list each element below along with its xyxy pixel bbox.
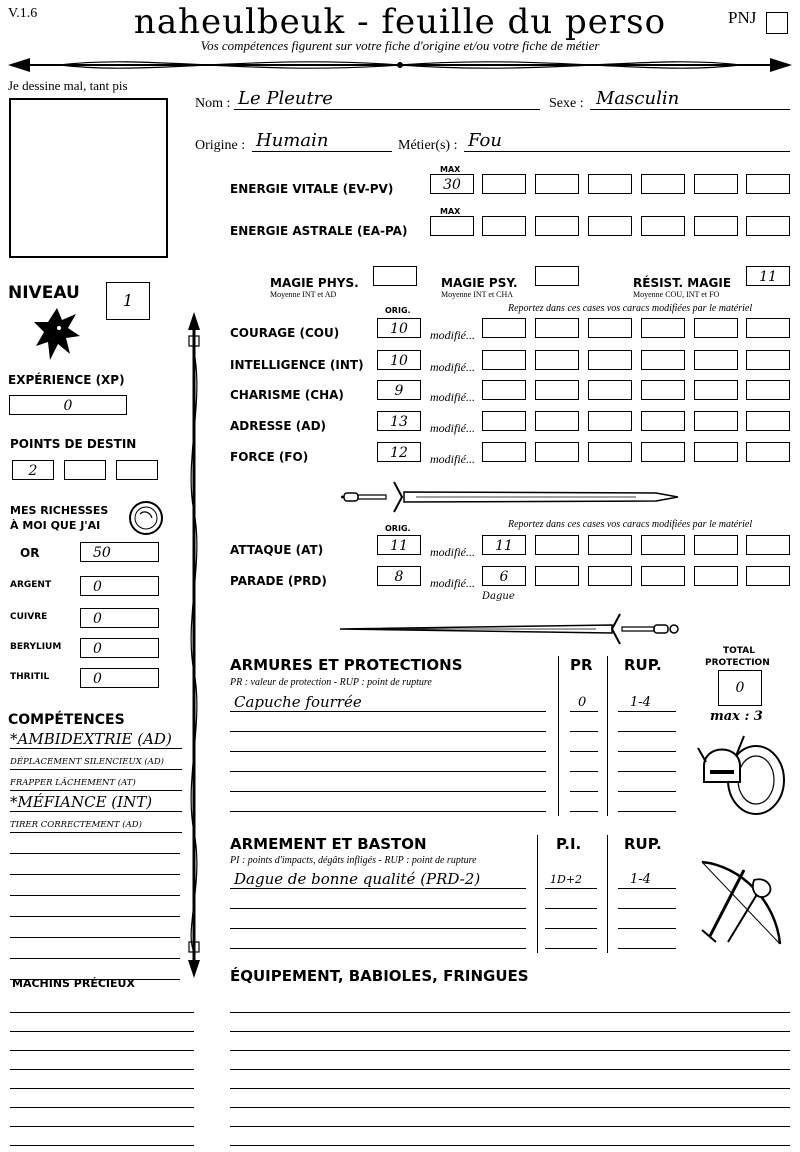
armure-rup-line[interactable] [618, 751, 676, 752]
parade-mod-box[interactable] [641, 566, 685, 586]
attaque-mod-box[interactable] [482, 535, 526, 555]
sexe-field[interactable] [590, 88, 790, 110]
stat-mod-box[interactable] [694, 350, 738, 370]
stat-mod-box[interactable] [482, 318, 526, 338]
machin-precieux-line[interactable] [10, 1012, 194, 1013]
armure-pr-line[interactable] [570, 771, 598, 772]
dragon-icon [32, 304, 82, 364]
armure-line[interactable] [230, 771, 546, 772]
armures-col-rup: RUP. [624, 656, 662, 674]
competence-text: *AMBIDEXTRIE (AD) [10, 730, 172, 748]
stat-mod-box[interactable] [746, 411, 790, 431]
pnj-label: PNJ [728, 8, 757, 27]
armure-rup-line[interactable] [618, 811, 676, 812]
ea-label: ENERGIE ASTRALE (EA-PA) [230, 224, 408, 238]
richesse-label: CUIVRE [10, 612, 48, 622]
xp-label: EXPÉRIENCE (XP) [8, 373, 125, 387]
richesse-box[interactable] [80, 542, 159, 562]
machin-precieux-line[interactable] [10, 1145, 194, 1146]
stat-mod-box[interactable] [694, 318, 738, 338]
stat-mod-box[interactable] [482, 411, 526, 431]
coin-icon [128, 500, 164, 536]
competence-line[interactable] [10, 895, 180, 896]
armement-col-pi: P.I. [556, 835, 582, 853]
richesse-label: THRITIL [10, 672, 50, 682]
ea-value-box[interactable] [430, 216, 474, 236]
attaque-value: 11 [390, 538, 408, 554]
competence-line[interactable] [10, 916, 180, 917]
stat-label: COURAGE (COU) [230, 326, 340, 340]
equipement-line[interactable] [230, 1126, 790, 1127]
ea-tracker-box[interactable] [746, 216, 790, 236]
armure-pr-line[interactable] [570, 731, 598, 732]
ev-tracker-box[interactable] [641, 174, 685, 194]
armure-line[interactable] [230, 751, 546, 752]
stat-label: INTELLIGENCE (INT) [230, 358, 364, 372]
sword-icon [336, 480, 682, 514]
richesse-label: ARGENT [10, 580, 52, 590]
ea-tracker-box[interactable] [535, 216, 579, 236]
parade-mod-box[interactable] [535, 566, 579, 586]
combat-note: Reportez dans ces cases vos caracs modifiées par le matériel [508, 519, 753, 530]
page-title: naheulbeuk - feuille du perso [133, 2, 667, 42]
resist-magie-box[interactable] [746, 266, 790, 286]
stat-mod-box[interactable] [535, 411, 579, 431]
magie-phys-note: Moyenne INT et AD [270, 290, 337, 299]
armures-title: ARMURES ET PROTECTIONS [230, 656, 463, 674]
stat-value: 10 [390, 353, 408, 369]
armure-name: Capuche fourrée [234, 693, 362, 711]
attaque-mod-box[interactable] [694, 535, 738, 555]
metier-field[interactable] [464, 130, 790, 152]
arme-pi-line[interactable] [545, 928, 597, 929]
armures-col-divider [607, 656, 608, 816]
stat-mod-box[interactable] [482, 442, 526, 462]
armure-rup-line[interactable] [618, 771, 676, 772]
armure-rup-line[interactable] [618, 711, 676, 712]
armure-pr: 0 [578, 695, 587, 710]
machin-precieux-line[interactable] [10, 1031, 194, 1032]
total-protection-label-2: PROTECTION [705, 658, 770, 668]
armure-pr-line[interactable] [570, 711, 598, 712]
parade-mod-box[interactable] [482, 566, 526, 586]
nom-label: Nom : [195, 96, 231, 111]
armure-pr-line[interactable] [570, 751, 598, 752]
stat-label: CHARISME (CHA) [230, 388, 344, 402]
origine-label: Origine : [195, 138, 246, 153]
parade-orig-box[interactable] [377, 566, 421, 586]
parade-mod-box[interactable] [588, 566, 632, 586]
arme-pi-line[interactable] [545, 948, 597, 949]
competence-line[interactable] [10, 832, 182, 833]
machin-precieux-line[interactable] [10, 1088, 194, 1089]
richesse-value: 0 [93, 671, 102, 687]
richesses-label-line1: MES RICHESSES [10, 504, 109, 517]
stat-orig-box[interactable] [377, 380, 421, 400]
resist-magie-value: 11 [759, 269, 777, 285]
equipement-title: ÉQUIPEMENT, BABIOLES, FRINGUES [230, 967, 529, 985]
attaque-mod-box[interactable] [535, 535, 579, 555]
parade-modifie-label: modifié... [430, 576, 475, 590]
arme-pi: 1D+2 [550, 873, 583, 886]
stat-mod-box[interactable] [694, 411, 738, 431]
origine-value: Humain [256, 130, 329, 151]
combat-orig-label: ORIG. [385, 524, 411, 533]
arme-name: Dague de bonne qualité (PRD-2) [234, 870, 481, 888]
competence-line[interactable] [10, 958, 180, 959]
richesse-value: 0 [93, 641, 102, 657]
ev-tracker-box[interactable] [588, 174, 632, 194]
armure-line[interactable] [230, 811, 546, 812]
armement-col-rup: RUP. [624, 835, 662, 853]
competence-text: DÉPLACEMENT SILENCIEUX (AD) [10, 757, 164, 767]
total-protection-box[interactable] [718, 670, 762, 706]
competence-line[interactable] [10, 790, 182, 791]
destin-label: POINTS DE DESTIN [10, 437, 137, 451]
armure-pr-line[interactable] [570, 791, 598, 792]
stat-mod-box[interactable] [535, 442, 579, 462]
stat-mod-box[interactable] [746, 318, 790, 338]
armure-rup-line[interactable] [618, 791, 676, 792]
magie-psy-box[interactable] [535, 266, 579, 286]
attaque-mod-box[interactable] [588, 535, 632, 555]
magie-psy-note: Moyenne INT et CHA [441, 290, 514, 299]
armures-subtitle: PR : valeur de protection - RUP : point de rupture [230, 677, 432, 688]
ev-value: 30 [443, 177, 461, 193]
ea-tracker-box[interactable] [694, 216, 738, 236]
ev-tracker-box[interactable] [535, 174, 579, 194]
stat-value: 12 [390, 445, 408, 461]
stat-mod-box[interactable] [535, 380, 579, 400]
total-protection-max: max : 3 [710, 709, 763, 724]
sword-icon [336, 612, 682, 646]
stat-mod-box[interactable] [641, 350, 685, 370]
machin-precieux-line[interactable] [10, 1107, 194, 1108]
spear-icon [182, 312, 206, 978]
arme-line[interactable] [230, 928, 526, 929]
machins-precieux-title: MACHINS PRÉCIEUX [12, 977, 135, 990]
destin-box[interactable] [64, 460, 106, 480]
magie-phys-box[interactable] [373, 266, 417, 286]
parade-mod-box[interactable] [694, 566, 738, 586]
attaque-label: ATTAQUE (AT) [230, 543, 324, 557]
competence-text: FRAPPER LÂCHEMENT (AT) [10, 778, 136, 788]
machin-precieux-line[interactable] [10, 1126, 194, 1127]
machin-precieux-line[interactable] [10, 1069, 194, 1070]
page-subtitle: Vos compétences figurent sur votre fiche d'origine et/ou votre fiche de métier [200, 38, 600, 53]
stat-orig-box[interactable] [377, 411, 421, 431]
stat-modifie-label: modifié... [430, 328, 475, 342]
resist-magie-label: RÉSIST. MAGIE [633, 276, 732, 290]
magie-phys-label: MAGIE PHYS. [270, 276, 359, 290]
richesse-box[interactable] [80, 608, 159, 628]
pnj-checkbox[interactable] [766, 12, 788, 34]
stat-modifie-label: modifié... [430, 421, 475, 435]
stat-orig-box[interactable] [377, 318, 421, 338]
parade-mod-caption: Dague [482, 591, 515, 602]
arme-pi-line[interactable] [545, 908, 597, 909]
arme-line[interactable] [230, 948, 526, 949]
weapons-icon [692, 856, 788, 952]
stat-orig-box[interactable] [377, 442, 421, 462]
sexe-label: Sexe : [549, 96, 584, 111]
stat-mod-box[interactable] [694, 380, 738, 400]
competence-text: TIRER CORRECTEMENT (AD) [10, 820, 142, 830]
stat-mod-box[interactable] [746, 350, 790, 370]
armure-line[interactable] [230, 711, 546, 712]
parade-mod-box[interactable] [746, 566, 790, 586]
equipement-line[interactable] [230, 1069, 790, 1070]
competence-line[interactable] [10, 769, 182, 770]
richesse-value: 50 [93, 545, 111, 561]
richesses-label [10, 503, 108, 533]
ea-tracker-box[interactable] [588, 216, 632, 236]
destin-box[interactable] [116, 460, 158, 480]
competence-line[interactable] [10, 853, 180, 854]
richesses-label-line2: À MOI QUE J'AI [10, 519, 101, 532]
ev-max-label: MAX [440, 165, 461, 174]
arme-rup: 1-4 [630, 872, 651, 887]
destin-value: 2 [28, 463, 38, 479]
helmet-shield-icon [694, 726, 790, 818]
stat-modifie-label: modifié... [430, 390, 475, 404]
stat-modifie-label: modifié... [430, 360, 475, 374]
richesse-box[interactable] [80, 576, 159, 596]
stat-value: 9 [394, 383, 404, 399]
nom-field[interactable] [234, 88, 540, 110]
metier-value: Fou [468, 130, 502, 151]
machin-precieux-line[interactable] [10, 1050, 194, 1051]
armement-subtitle: PI : points d'impacts, dégâts infligés - RUP : point de rupture [230, 855, 477, 866]
stat-orig-box[interactable] [377, 350, 421, 370]
magie-psy-label: MAGIE PSY. [441, 276, 518, 290]
richesse-box[interactable] [80, 638, 159, 658]
arme-pi-line[interactable] [545, 888, 597, 889]
equipement-line[interactable] [230, 1012, 790, 1013]
competences-title: COMPÉTENCES [8, 712, 125, 728]
stat-mod-box[interactable] [535, 318, 579, 338]
armement-title: ARMEMENT ET BASTON [230, 835, 427, 853]
ev-tracker-box[interactable] [694, 174, 738, 194]
armure-rup-line[interactable] [618, 731, 676, 732]
armement-col-divider [607, 835, 608, 953]
arme-rup-line[interactable] [618, 948, 676, 949]
stat-label: FORCE (FO) [230, 450, 309, 464]
stat-label: ADRESSE (AD) [230, 419, 327, 433]
richesse-value: 0 [93, 579, 102, 595]
niveau-label: NIVEAU [8, 283, 80, 303]
stat-mod-box[interactable] [588, 380, 632, 400]
niveau-value: 1 [122, 291, 134, 310]
attaque-orig-box[interactable] [377, 535, 421, 555]
arme-line[interactable] [230, 888, 526, 889]
stat-mod-box[interactable] [482, 350, 526, 370]
richesse-box[interactable] [80, 668, 159, 688]
stats-note: Reportez dans ces cases vos caracs modifiées par le matériel [508, 303, 753, 314]
armure-line[interactable] [230, 731, 546, 732]
parade-label: PARADE (PRD) [230, 574, 327, 588]
stat-modifie-label: modifié... [430, 452, 475, 466]
armure-rup: 1-4 [630, 695, 651, 710]
equipement-line[interactable] [230, 1088, 790, 1089]
total-protection-value: 0 [735, 680, 745, 696]
stat-mod-box[interactable] [588, 442, 632, 462]
competence-line[interactable] [10, 748, 182, 749]
stat-mod-box[interactable] [746, 442, 790, 462]
stat-mod-box[interactable] [535, 350, 579, 370]
niveau-box[interactable] [106, 282, 150, 320]
xp-value: 0 [63, 398, 73, 414]
portrait-frame[interactable] [9, 98, 168, 258]
portrait-caption: Je dessine mal, tant pis [8, 78, 128, 93]
ea-tracker-box[interactable] [641, 216, 685, 236]
stat-mod-box[interactable] [482, 380, 526, 400]
sexe-value: Masculin [596, 88, 680, 109]
metier-label: Métier(s) : [398, 138, 458, 153]
stat-mod-box[interactable] [641, 380, 685, 400]
ea-tracker-box[interactable] [482, 216, 526, 236]
stat-mod-box[interactable] [588, 350, 632, 370]
stat-mod-box[interactable] [588, 318, 632, 338]
stat-mod-box[interactable] [588, 411, 632, 431]
arme-rup-line[interactable] [618, 928, 676, 929]
xp-box[interactable] [9, 395, 127, 415]
richesse-value: 0 [93, 611, 102, 627]
arme-rup-line[interactable] [618, 908, 676, 909]
competence-line[interactable] [10, 937, 180, 938]
destin-box[interactable] [12, 460, 54, 480]
stat-mod-box[interactable] [641, 318, 685, 338]
attaque-mod-box[interactable] [746, 535, 790, 555]
version-label: V.1.6 [8, 6, 38, 21]
richesse-label: BERYLIUM [10, 642, 62, 652]
armures-col-divider [558, 656, 559, 816]
nom-value: Le Pleutre [238, 88, 333, 109]
arme-rup-line[interactable] [618, 888, 676, 889]
armure-pr-line[interactable] [570, 811, 598, 812]
stats-orig-label: ORIG. [385, 306, 411, 315]
stat-mod-box[interactable] [746, 380, 790, 400]
armures-col-pr: PR [570, 656, 593, 674]
competence-text: *MÉFIANCE (INT) [10, 793, 153, 811]
arme-line[interactable] [230, 908, 526, 909]
competence-line[interactable] [10, 811, 182, 812]
spear-divider-icon [0, 52, 800, 78]
equipement-line[interactable] [230, 1145, 790, 1146]
ev-tracker-box[interactable] [482, 174, 526, 194]
equipement-line[interactable] [230, 1031, 790, 1032]
armement-col-divider [537, 835, 538, 953]
equipement-line[interactable] [230, 1107, 790, 1108]
resist-magie-note: Moyenne COU, INT et FO [633, 290, 720, 299]
stat-mod-box[interactable] [641, 442, 685, 462]
parade-mod-value: 6 [499, 569, 509, 585]
richesse-label: OR [20, 546, 40, 560]
ev-label: ENERGIE VITALE (EV-PV) [230, 182, 394, 196]
parade-value: 8 [394, 569, 404, 585]
equipement-line[interactable] [230, 1050, 790, 1051]
attaque-mod-box[interactable] [641, 535, 685, 555]
attaque-modifie-label: modifié... [430, 545, 475, 559]
ea-max-label: MAX [440, 207, 461, 216]
stat-value: 13 [390, 414, 408, 430]
attaque-mod-value: 11 [495, 538, 513, 554]
competence-line[interactable] [10, 874, 180, 875]
armure-line[interactable] [230, 791, 546, 792]
origine-field[interactable] [252, 130, 392, 152]
stat-value: 10 [390, 321, 408, 337]
stat-mod-box[interactable] [641, 411, 685, 431]
stat-mod-box[interactable] [694, 442, 738, 462]
total-protection-label-1: TOTAL [723, 646, 755, 656]
ev-value-box[interactable] [430, 174, 474, 194]
ev-tracker-box[interactable] [746, 174, 790, 194]
